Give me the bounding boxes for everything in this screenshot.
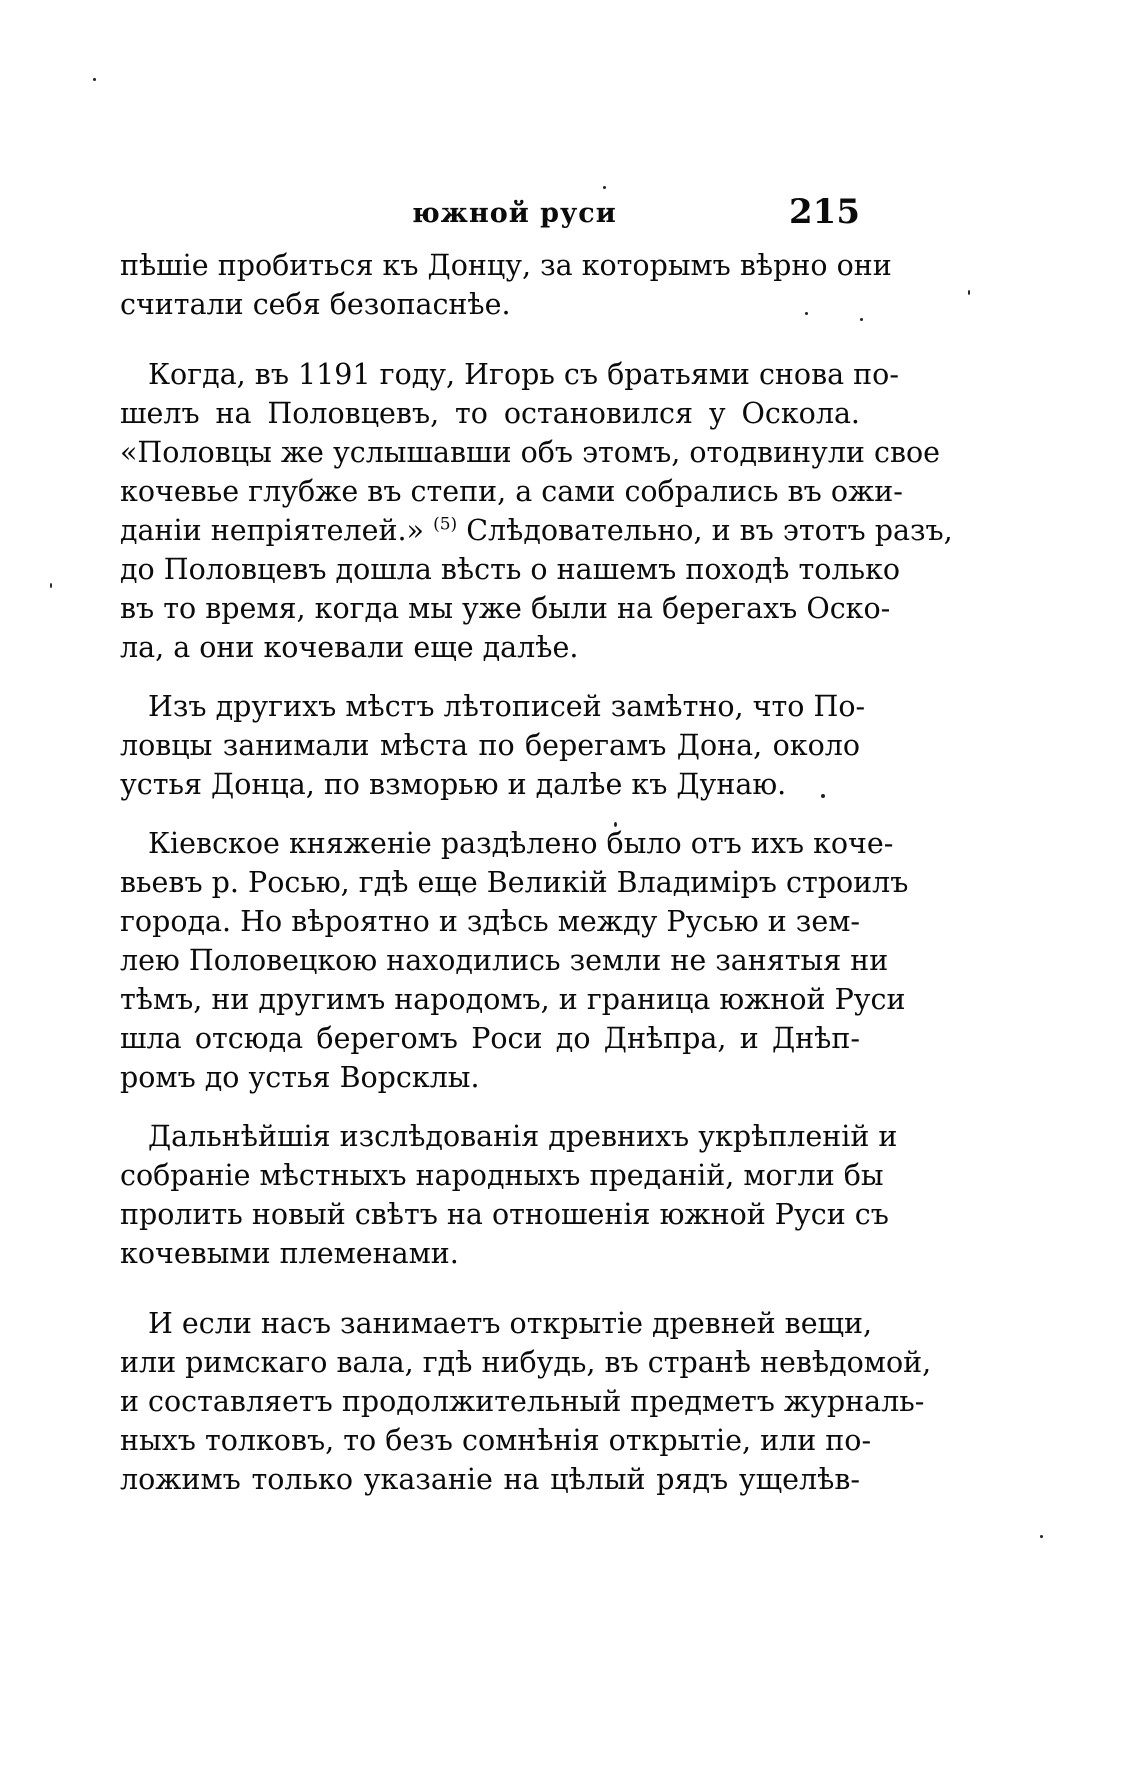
text-fragment: даніи непріятелей.»: [120, 514, 424, 547]
paragraph: [120, 1304, 932, 1499]
text-line: вьевъ р. Росью, гдѣ еще Великій Владиміръ строилъ: [120, 866, 909, 899]
text-line: ловцы занимали мѣста по берегамъ Дона, около: [120, 729, 860, 762]
text-line: ромъ до устья Ворсклы.: [120, 1061, 480, 1094]
page-number: 215: [789, 192, 860, 232]
text-line: и составляетъ продолжительный предметъ журналь-: [120, 1385, 925, 1418]
text-line: считали себя безопаснѣе.: [120, 288, 511, 321]
text-line: тѣмъ, ни другимъ народомъ, и граница южной Руси: [120, 983, 906, 1016]
text-fragment: Слѣдовательно, и въ этотъ разъ,: [466, 514, 953, 547]
text-line: ложимъ только указаніе на цѣлый рядъ ущелѣв-: [120, 1463, 860, 1496]
text-line: пролить новый свѣтъ на отношенія южной Руси съ: [120, 1198, 889, 1231]
text-line: шла отсюда берегомъ Роси до Днѣпра, и Днѣп-: [120, 1022, 860, 1055]
text-line: Изъ другихъ мѣстъ лѣтописей замѣтно, что По-: [148, 690, 866, 723]
running-title: южной руси: [412, 198, 617, 229]
text-line: ныхъ толковъ, то безъ сомнѣнія открытіе, или по-: [120, 1424, 872, 1457]
footnote-reference: (5): [433, 514, 458, 535]
text-line-with-footnote: [120, 511, 953, 550]
text-line: кочевыми племенами.: [120, 1237, 459, 1270]
print-speck: [93, 78, 96, 81]
text-line: города. Но вѣроятно и здѣсь между Русью и зем-: [120, 905, 860, 938]
running-head: [120, 192, 860, 238]
text-line: кочевье глубже въ степи, а сами собрались въ ожи-: [120, 475, 903, 508]
paragraph: [120, 824, 909, 1097]
text-line: «Половцы же услышавши объ этомъ, отодвинули свое: [120, 436, 941, 469]
text-line: собраніе мѣстныхъ народныхъ преданій, могли бы: [120, 1159, 884, 1192]
text-line: въ то время, когда мы уже были на берегахъ Оско-: [120, 592, 891, 625]
text-line: или римскаго вала, гдѣ нибудь, въ странѣ невѣдомой,: [120, 1346, 932, 1379]
print-speck: [603, 186, 606, 189]
print-speck: [50, 583, 52, 588]
text-line: пѣшіе пробиться къ Донцу, за которымъ вѣрно они: [120, 249, 892, 282]
text-line: И если насъ занимаетъ открытіе древней вещи,: [148, 1307, 873, 1340]
print-speck: [860, 318, 863, 321]
paragraph: [120, 246, 892, 324]
print-speck: [1040, 1535, 1043, 1538]
text-line: Дальнѣйшія изслѣдованія древнихъ укрѣпленій и: [148, 1120, 898, 1153]
paragraph: [120, 355, 953, 667]
text-line: ла, а они кочевали еще далѣе.: [120, 631, 579, 664]
text-line: устья Донца, по взморью и далѣе къ Дунаю.: [120, 768, 787, 801]
text-line: лею Половецкою находились земли не занятыя ни: [120, 944, 889, 977]
text-line: Кіевское княженіе раздѣлено было отъ ихъ коче-: [148, 827, 894, 860]
text-line: Когда, въ 1191 году, Игорь съ братьями снова по-: [148, 358, 899, 391]
print-speck: [968, 290, 970, 295]
paragraph: [120, 687, 866, 804]
text-block: [120, 246, 953, 1499]
text-line: до Половцевъ дошла вѣсть о нашемъ походѣ только: [120, 553, 901, 586]
text-line: шелъ на Половцевъ, то остановился у Оскола.: [120, 397, 860, 430]
paragraph: [120, 1117, 898, 1273]
